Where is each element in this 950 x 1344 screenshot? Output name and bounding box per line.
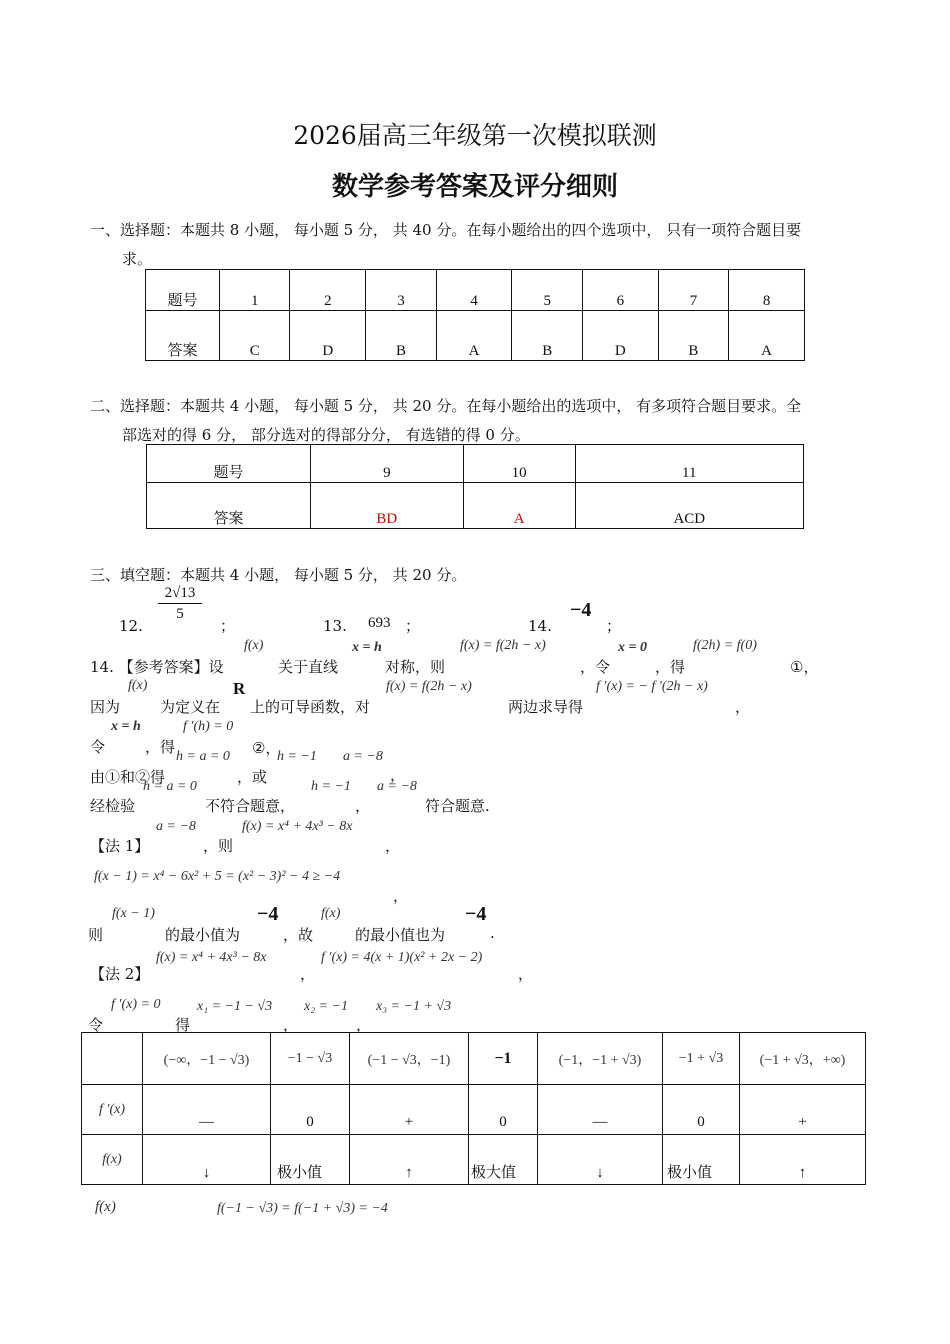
math-fph: f ′(h) = 0 <box>183 719 234 734</box>
section2-intro-cont: 部选对的得 6 分， 部分选对的得部分分， 有选错的得 0 分。 <box>122 426 530 444</box>
table3-cell: ↓ <box>538 1135 663 1185</box>
table3-cell: — <box>538 1085 663 1135</box>
table2-answer: ACD <box>575 483 803 529</box>
table3-corner <box>82 1033 143 1085</box>
table3-col: (−∞，−1 − √3) <box>143 1033 271 1085</box>
table3-col: −1 − √3 <box>271 1033 350 1085</box>
math-x1: x₁ = −1 − √3 <box>197 999 273 1014</box>
answer-table-1 <box>145 269 805 361</box>
math-m4: −4 <box>257 903 279 925</box>
table1-number: 2 <box>290 270 366 311</box>
table3-cell: + <box>740 1085 866 1135</box>
math-fx-2: f(x) <box>321 906 341 921</box>
math-sym-2: f(x) = f(2h − x) <box>386 679 472 694</box>
table1-answer: A <box>436 311 512 361</box>
math-hm1-2: h = −1 <box>311 779 351 794</box>
table3-cell: 极小值 <box>271 1135 350 1185</box>
table1-answer: A <box>729 311 805 361</box>
sol-l5-c: ， <box>355 797 371 815</box>
table2-answer: A <box>463 483 575 529</box>
table3-col: (−1，−1 + √3) <box>538 1033 663 1085</box>
table1-answer: B <box>658 311 728 361</box>
table1-answer: B <box>512 311 582 361</box>
table3-cell: ↑ <box>350 1135 469 1185</box>
table1-number: 7 <box>658 270 728 311</box>
sol-l8-a: 则 <box>88 926 104 944</box>
table3-cell: ↑ <box>740 1135 866 1185</box>
sol-l10-a: 令 <box>88 1016 104 1034</box>
q12-semicolon: ； <box>220 617 236 635</box>
math-x2: x₂ = −1 <box>304 999 348 1014</box>
table3-cell: + <box>350 1085 469 1135</box>
sol-l5-d: 符合题意. <box>425 797 490 815</box>
section2-intro: 二、选择题：本题共 4 小题， 每小题 5 分， 共 20 分。在每小题给出的选项中， 有多项符合题目要求。全 <box>90 397 802 415</box>
table1-answer: D <box>582 311 658 361</box>
table3-cell: 极大值 <box>469 1135 538 1185</box>
table1-number: 4 <box>436 270 512 311</box>
sol-l10-d: ， <box>356 1016 372 1034</box>
math-R: R <box>233 679 246 698</box>
table3-cell: ↓ <box>143 1135 271 1185</box>
table3-row1-label: f ′(x) <box>82 1085 143 1135</box>
q14-label: 14. <box>528 617 552 635</box>
sol-l8-c: ，故 <box>283 926 314 944</box>
sol-l1-b: 关于直线 <box>278 658 339 676</box>
sol-l8-d: 的最小值也为 <box>355 926 446 944</box>
table1-number: 5 <box>512 270 582 311</box>
sol-l1-d: ，令 <box>580 658 611 676</box>
table2-answer: BD <box>311 483 464 529</box>
table1-answer: B <box>366 311 436 361</box>
monotonicity-table <box>81 1032 866 1185</box>
sol-l3-c: ②， <box>252 739 281 757</box>
math-am8: a = −8 <box>343 749 383 764</box>
math-fx: f(x) <box>128 678 148 693</box>
math-xh-2: x = h <box>111 719 141 734</box>
table2-answer-label: 答案 <box>147 483 311 529</box>
sol-l2-e: ， <box>735 698 751 716</box>
math-sym: f(x) = f(2h − x) <box>460 638 546 653</box>
sol-l6-a: 【法 1】 <box>90 837 150 855</box>
math-fx1-short: f(x − 1) <box>112 906 155 921</box>
table3-cell: 0 <box>469 1085 538 1135</box>
sol-l3-a: 令 <box>90 738 106 756</box>
table3-col: (−1 − √3，−1) <box>350 1033 469 1085</box>
sol-l7-c: ， <box>393 887 409 905</box>
math-hm1: h = −1 <box>277 749 317 764</box>
math-am8-2: a = −8 <box>377 779 417 794</box>
q13-answer: 693 <box>368 615 391 631</box>
math-m4-2: −4 <box>465 903 487 925</box>
sol-l4-a: 由①和②得 <box>90 768 166 786</box>
table1-answer-label: 答案 <box>146 311 220 361</box>
math-f2h: f(2h) = f(0) <box>693 638 757 653</box>
sol-l2-d: 两边求导得 <box>508 698 584 716</box>
sol-l10-c: ， <box>283 1016 299 1034</box>
table3-cell: 极小值 <box>663 1135 740 1185</box>
answer-table-2 <box>146 444 804 529</box>
table1-number: 8 <box>729 270 805 311</box>
table3-row2-label: f(x) <box>82 1135 143 1185</box>
sol-l6-c: ， <box>385 837 401 855</box>
math-xh: x = h <box>352 640 382 655</box>
q12-answer: 2√13 5 <box>158 585 202 623</box>
math-fp0: f ′(x) = 0 <box>111 997 161 1012</box>
table3-col: −1 + √3 <box>663 1033 740 1085</box>
table1-answer: C <box>220 311 290 361</box>
math-fx-final: f(x) <box>95 1199 116 1215</box>
sol-l5-a: 经检验 <box>90 797 136 815</box>
sol-l1-f: ①， <box>790 658 819 676</box>
table1-number: 1 <box>220 270 290 311</box>
math-am8-3: a = −8 <box>156 819 196 834</box>
math-ha0-2: h = a = 0 <box>143 779 197 794</box>
section3-intro: 三、填空题：本题共 4 小题， 每小题 5 分， 共 20 分。 <box>90 566 467 584</box>
sol-l5-b: 不符合题意， <box>205 797 296 815</box>
math-fdef: f(x) = x⁴ + 4x³ − 8x <box>242 819 353 834</box>
sol-l8-e: . <box>490 924 495 942</box>
math-deriv: f ′(x) = − f ′(2h − x) <box>596 679 708 694</box>
sol-l1-e: ，得 <box>655 658 686 676</box>
section1-intro-cont: 求。 <box>122 250 153 268</box>
table2-number: 9 <box>311 445 464 483</box>
sol-l4-b: ，或 <box>237 768 268 786</box>
sol-l2-a: 因为 <box>90 698 121 716</box>
math-ha0: h = a = 0 <box>176 749 230 764</box>
sol-l6-b: ，则 <box>203 837 234 855</box>
table1-answer: D <box>290 311 366 361</box>
sol-l9-b: ， <box>300 965 316 983</box>
table3-col: (−1 + √3，+∞) <box>740 1033 866 1085</box>
math-fdef-2: f(x) = x⁴ + 4x³ − 8x <box>156 950 267 965</box>
sol-l9-c: ， <box>518 965 534 983</box>
q13-label: 13. <box>323 617 347 635</box>
q14-answer: −4 <box>570 599 592 621</box>
math-x0: x = 0 <box>618 640 647 655</box>
table3-col: −1 <box>469 1033 538 1085</box>
sol-l9-a: 【法 2】 <box>90 965 150 983</box>
table3-cell: 0 <box>663 1085 740 1135</box>
table1-header-label: 题号 <box>146 270 220 311</box>
table3-cell: 0 <box>271 1085 350 1135</box>
sol-l2-b: 为定义在 <box>160 698 221 716</box>
section1-intro: 一、选择题：本题共 8 小题， 每小题 5 分， 共 40 分。在每小题给出的四个选项中， 只有一项符合题目要 <box>90 221 802 239</box>
page-subtitle: 数学参考答案及评分细则 <box>331 172 618 202</box>
table1-number: 3 <box>366 270 436 311</box>
sol-l10-b: 得 <box>175 1016 191 1034</box>
sol-l1-c: 对称，则 <box>385 658 446 676</box>
sol-l2-c: 上的可导函数，对 <box>250 698 371 716</box>
math-fp: f ′(x) = 4(x + 1)(x² + 2x − 2) <box>321 950 483 965</box>
sol-l1-a: 14. 【参考答案】设 <box>90 658 224 676</box>
table3-cell: — <box>143 1085 271 1135</box>
sol-l8-b: 的最小值为 <box>165 926 241 944</box>
table2-header-label: 题号 <box>147 445 311 483</box>
math-fx: f(x) <box>244 638 264 653</box>
q13-semicolon: ； <box>405 617 421 635</box>
table2-number: 10 <box>463 445 575 483</box>
q14-semicolon: ； <box>606 617 622 635</box>
math-fx1: f(x − 1) = x⁴ − 6x² + 5 = (x² − 3)² − 4 ≥ −4 <box>94 869 341 884</box>
table2-number: 11 <box>575 445 803 483</box>
q12-label: 12. <box>119 617 143 635</box>
table1-number: 6 <box>582 270 658 311</box>
page-title: 2026届高三年级第一次模拟联测 <box>293 121 657 150</box>
math-final: f(−1 − √3) = f(−1 + √3) = −4 <box>217 1201 388 1216</box>
math-x3: x₃ = −1 + √3 <box>376 999 452 1014</box>
sol-l3-b: ，得 <box>145 738 176 756</box>
sol-l4-c: ， <box>390 766 406 784</box>
